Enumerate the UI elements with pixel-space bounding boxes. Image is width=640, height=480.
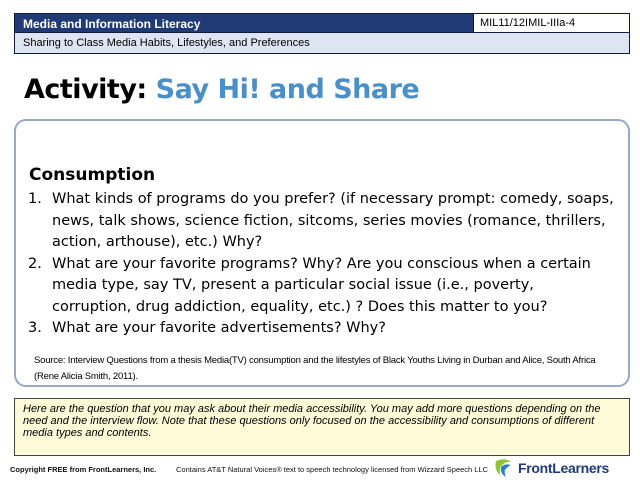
footer-voices-credit: Contains AT&T Natural Voices® text to speech technology licensed from Wizzard Speech LLC: [176, 465, 489, 474]
question-number: 3.: [28, 320, 42, 336]
logo-text: FrontLearners: [518, 460, 610, 476]
question-number: 2.: [28, 255, 42, 272]
footer-copyright: Copyright FREE from FrontLearners, Inc.: [10, 465, 157, 474]
section-title: Consumption: [29, 165, 156, 185]
question-text: What kinds of programs do you prefer? (if necessary prompt: comedy, soaps, news, talk shows, science fiction, sitcoms, series movies (romance, thrillers, action, arthouse), etc.) Why?: [52, 191, 614, 250]
activity-name: Say Hi! and Share: [155, 74, 420, 105]
question-list: [26, 189, 616, 340]
source-citation: Source: Interview Questions from a thesis Media(TV) consumption and the lifestyles of Black Youths Living in Durban and Alice, South Africa (Rene Alicia Smith, 2011).: [34, 355, 596, 382]
content-box: [14, 119, 630, 387]
frontlearners-logo: [492, 458, 632, 478]
course-code-box: [473, 13, 630, 33]
question-number: 1.: [28, 191, 42, 207]
list-item: [26, 318, 616, 340]
question-text: What are your favorite programs? Why? Are you conscious when a certain media type, say TV, present a particular social issue (i.e., poverty, corruption, drug addiction, equality, etc.) ? Does this matter to you?: [52, 255, 591, 315]
note-text: Here are the question that you may ask about their media accessibility. You may add more questions depending on the need and the interview flow. Note that these questions only focused on the accessibility and consumptions of different media types and contents.: [23, 403, 601, 439]
list-item: [26, 254, 616, 319]
course-code: MIL11/12IMIL-IIIa-4: [480, 17, 576, 29]
course-title: Media and Information Literacy: [23, 17, 201, 31]
activity-title: [24, 74, 419, 105]
list-item: [26, 189, 616, 254]
logo-icon: [492, 458, 516, 478]
note-box: [14, 398, 630, 456]
subheader-bar: [14, 33, 630, 54]
question-text: What are your favorite advertisements? Why?: [52, 320, 386, 336]
header-bar: [14, 13, 630, 33]
lesson-subtitle: Sharing to Class Media Habits, Lifestyles, and Preferences: [23, 37, 310, 49]
activity-label: Activity:: [24, 74, 147, 105]
